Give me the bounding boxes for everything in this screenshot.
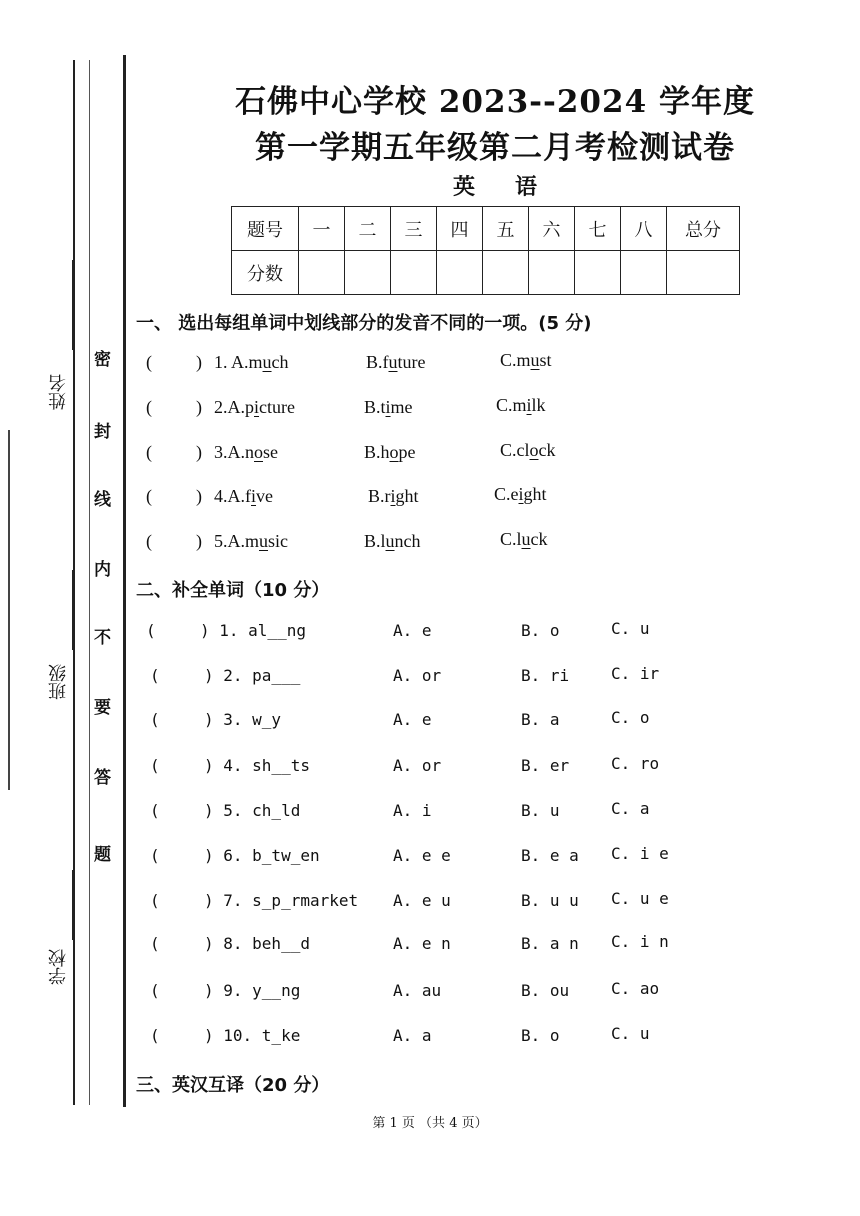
option-c-underlined: u	[530, 350, 540, 370]
seal-char: 要	[94, 698, 111, 718]
option-c	[500, 529, 548, 550]
option-b-underlined: i	[385, 397, 391, 417]
option-b-prefix: B.f	[366, 352, 389, 372]
option-b-suffix: nch	[394, 531, 421, 551]
option-c	[500, 350, 552, 371]
option-c-prefix: C.m	[500, 350, 531, 370]
answer-paren-open[interactable]: (	[146, 486, 152, 506]
answer-paren-open[interactable]: (	[150, 710, 160, 729]
seal-char: 答	[94, 768, 111, 788]
option-c-prefix: C.m	[496, 395, 527, 415]
question-stem: ) 4. sh__ts	[204, 756, 310, 775]
option-b: B. u u	[521, 891, 579, 910]
answer-paren-open[interactable]: (	[150, 756, 160, 775]
option-a: A. e n	[393, 934, 451, 953]
option-a-underlined: u	[259, 531, 269, 551]
answer-paren-open[interactable]: (	[146, 397, 152, 417]
class-label: 班级	[48, 664, 69, 700]
option-b: B. u	[521, 801, 560, 820]
option-a-suffix: sic	[268, 531, 289, 551]
score-cell[interactable]	[345, 251, 391, 295]
option-b: B. ri	[521, 666, 570, 685]
option-a: A. a	[393, 1026, 432, 1045]
option-b: B. ou	[521, 981, 570, 1000]
option-a	[214, 531, 288, 552]
margin-line-left	[8, 430, 10, 790]
answer-paren-open[interactable]: (	[150, 981, 160, 1000]
margin-line-middle	[89, 60, 90, 1105]
option-b: B. a n	[521, 934, 579, 953]
score-header-cell: 总分	[667, 207, 740, 251]
option-c	[496, 395, 546, 416]
score-cell[interactable]	[391, 251, 437, 295]
option-c-suffix: ght	[523, 484, 547, 504]
question-number: 2.A.	[214, 397, 245, 417]
option-a: A. au	[393, 981, 442, 1000]
option-a: A. e u	[393, 891, 451, 910]
option-a	[214, 397, 295, 418]
score-header-cell: 七	[575, 207, 621, 251]
score-table-score-row	[232, 251, 740, 295]
option-b	[364, 531, 421, 552]
option-a	[214, 352, 289, 373]
option-c: C. ao	[611, 979, 660, 998]
section1-title: 一、 选出每组单词中划线部分的发音不同的一项。(5 分)	[136, 313, 592, 334]
margin-line-inner	[123, 55, 126, 1107]
section2-title: 二、补全单词（10 分）	[136, 580, 330, 601]
option-c-underlined: i	[518, 484, 524, 504]
score-cell[interactable]	[667, 251, 740, 295]
option-b-prefix: B.l	[364, 531, 386, 551]
answer-paren-open[interactable]: (	[146, 531, 152, 551]
question-stem: ) 1. al__ng	[200, 621, 306, 640]
option-a: A. or	[393, 666, 442, 685]
question-stem: ) 2. pa___	[204, 666, 301, 685]
score-table	[231, 206, 740, 295]
exam-title-line2: 第一学期五年级第二月考检测试卷	[255, 130, 735, 166]
score-cell[interactable]	[299, 251, 345, 295]
question-stem: ) 7. s_p_rmarket	[204, 891, 359, 910]
option-c-suffix: ck	[530, 529, 548, 549]
option-c: C. u	[611, 1024, 650, 1043]
score-header-cell: 一	[299, 207, 345, 251]
answer-paren-close: )	[196, 531, 202, 551]
score-cell[interactable]	[621, 251, 667, 295]
option-a-prefix: m	[248, 352, 263, 372]
option-c	[494, 484, 547, 505]
school-underline[interactable]	[72, 870, 73, 940]
score-cell[interactable]	[483, 251, 529, 295]
option-c: C. i e	[611, 844, 669, 863]
option-c-underlined: o	[529, 440, 539, 460]
answer-paren-close: )	[196, 486, 202, 506]
question-number: 4.A.	[214, 486, 245, 506]
score-header-cell: 四	[437, 207, 483, 251]
page-footer: 第 1 页 （共 4 页）	[372, 1116, 488, 1131]
seal-char: 密	[94, 350, 111, 370]
answer-paren-open[interactable]: (	[146, 352, 152, 372]
option-a: A. e	[393, 621, 432, 640]
option-b: B. e a	[521, 846, 579, 865]
answer-paren-open[interactable]: (	[150, 666, 160, 685]
answer-paren-open[interactable]: (	[150, 891, 160, 910]
score-row-label: 分数	[232, 251, 299, 295]
option-a: A. e	[393, 710, 432, 729]
option-b: B. a	[521, 710, 560, 729]
section3-title: 三、英汉互译（20 分）	[136, 1075, 330, 1096]
question-stem: ) 5. ch_ld	[204, 801, 301, 820]
option-c: C. u	[611, 619, 650, 638]
option-a: A. i	[393, 801, 432, 820]
option-a-underlined: o	[254, 442, 263, 462]
seal-char: 不	[94, 628, 111, 648]
subject-title: 英语	[452, 174, 577, 200]
answer-paren-open[interactable]: (	[150, 934, 160, 953]
option-a-underlined: u	[262, 352, 272, 372]
option-b	[364, 397, 413, 418]
name-label: 姓名	[48, 374, 69, 410]
option-c: C. a	[611, 799, 650, 818]
option-c: C. o	[611, 708, 650, 727]
option-c	[500, 440, 556, 461]
option-a-prefix: n	[245, 442, 254, 462]
seal-char: 线	[94, 490, 111, 510]
score-header-cell: 六	[529, 207, 575, 251]
option-b-prefix: B.r	[368, 486, 391, 506]
answer-paren-open[interactable]: (	[150, 801, 160, 820]
option-a-underlined: i	[251, 486, 257, 506]
option-a-suffix: cture	[259, 397, 295, 417]
option-c-prefix: C.e	[494, 484, 519, 504]
option-a-prefix: f	[245, 486, 251, 506]
option-c: C. i n	[611, 932, 669, 951]
option-c-prefix: C.cl	[500, 440, 530, 460]
score-table-header-row	[232, 207, 740, 251]
option-a-underlined: i	[254, 397, 260, 417]
option-b	[366, 352, 425, 373]
option-b-suffix: ture	[397, 352, 426, 372]
class-underline[interactable]	[72, 570, 73, 650]
option-c-suffix: st	[539, 350, 552, 370]
option-a-suffix: ch	[271, 352, 289, 372]
score-header-cell: 八	[621, 207, 667, 251]
answer-paren-close: )	[196, 352, 202, 372]
question-stem: ) 6. b_tw_en	[204, 846, 320, 865]
option-b-prefix: B.t	[364, 397, 386, 417]
option-b: B. er	[521, 756, 570, 775]
option-b	[368, 486, 419, 507]
option-b-underlined: u	[388, 352, 398, 372]
option-b	[364, 442, 416, 463]
score-header-cell: 三	[391, 207, 437, 251]
question-stem: ) 8. beh__d	[204, 934, 310, 953]
option-b-underlined: i	[390, 486, 396, 506]
option-b-suffix: pe	[398, 442, 416, 462]
class-field	[46, 640, 76, 720]
option-b-underlined: o	[389, 442, 399, 462]
school-label: 学校	[48, 949, 69, 985]
score-cell[interactable]	[437, 251, 483, 295]
option-a	[214, 442, 278, 463]
option-c-underlined: i	[526, 395, 532, 415]
score-header-cell: 五	[483, 207, 529, 251]
question-stem: ) 9. y__ng	[204, 981, 301, 1000]
option-b-underlined: u	[385, 531, 395, 551]
name-field	[46, 350, 76, 430]
option-b-prefix: B.h	[364, 442, 390, 462]
option-b-suffix: ght	[395, 486, 419, 506]
option-a	[214, 486, 273, 507]
question-stem: ) 10. t_ke	[204, 1026, 301, 1045]
seal-char: 内	[94, 560, 111, 580]
seal-char: 题	[94, 845, 111, 865]
question-stem: ) 3. w_y	[204, 710, 282, 729]
option-a-suffix: se	[263, 442, 278, 462]
answer-paren-open[interactable]: (	[150, 1026, 160, 1045]
option-a: A. e e	[393, 846, 451, 865]
answer-paren-close: )	[196, 442, 202, 462]
option-c-underlined: u	[521, 529, 531, 549]
option-a: A. or	[393, 756, 442, 775]
option-c: C. u e	[611, 889, 669, 908]
answer-paren-open[interactable]: (	[146, 442, 152, 462]
option-b: B. o	[521, 1026, 560, 1045]
answer-paren-open[interactable]: (	[150, 846, 160, 865]
score-cell[interactable]	[529, 251, 575, 295]
score-cell[interactable]	[575, 251, 621, 295]
option-c-prefix: C.l	[500, 529, 522, 549]
option-c: C. ro	[611, 754, 660, 773]
option-c-suffix: ck	[538, 440, 556, 460]
name-underline[interactable]	[72, 260, 73, 350]
seal-char: 封	[94, 422, 111, 442]
option-a-prefix: m	[245, 531, 260, 551]
score-header-cell: 题号	[232, 207, 299, 251]
option-c-suffix: lk	[531, 395, 546, 415]
question-number: 1. A.	[214, 352, 249, 372]
option-a-prefix: p	[245, 397, 254, 417]
answer-paren-open[interactable]: (	[146, 621, 156, 640]
question-number: 3.A.	[214, 442, 245, 462]
option-a-suffix: ve	[256, 486, 274, 506]
option-b: B. o	[521, 621, 560, 640]
option-b-suffix: me	[390, 397, 413, 417]
score-header-cell: 二	[345, 207, 391, 251]
question-number: 5.A.	[214, 531, 245, 551]
answer-paren-close: )	[196, 397, 202, 417]
exam-title-line1: 石佛中心学校 2023--2024 学年度	[235, 84, 755, 120]
option-c: C. ir	[611, 664, 660, 683]
